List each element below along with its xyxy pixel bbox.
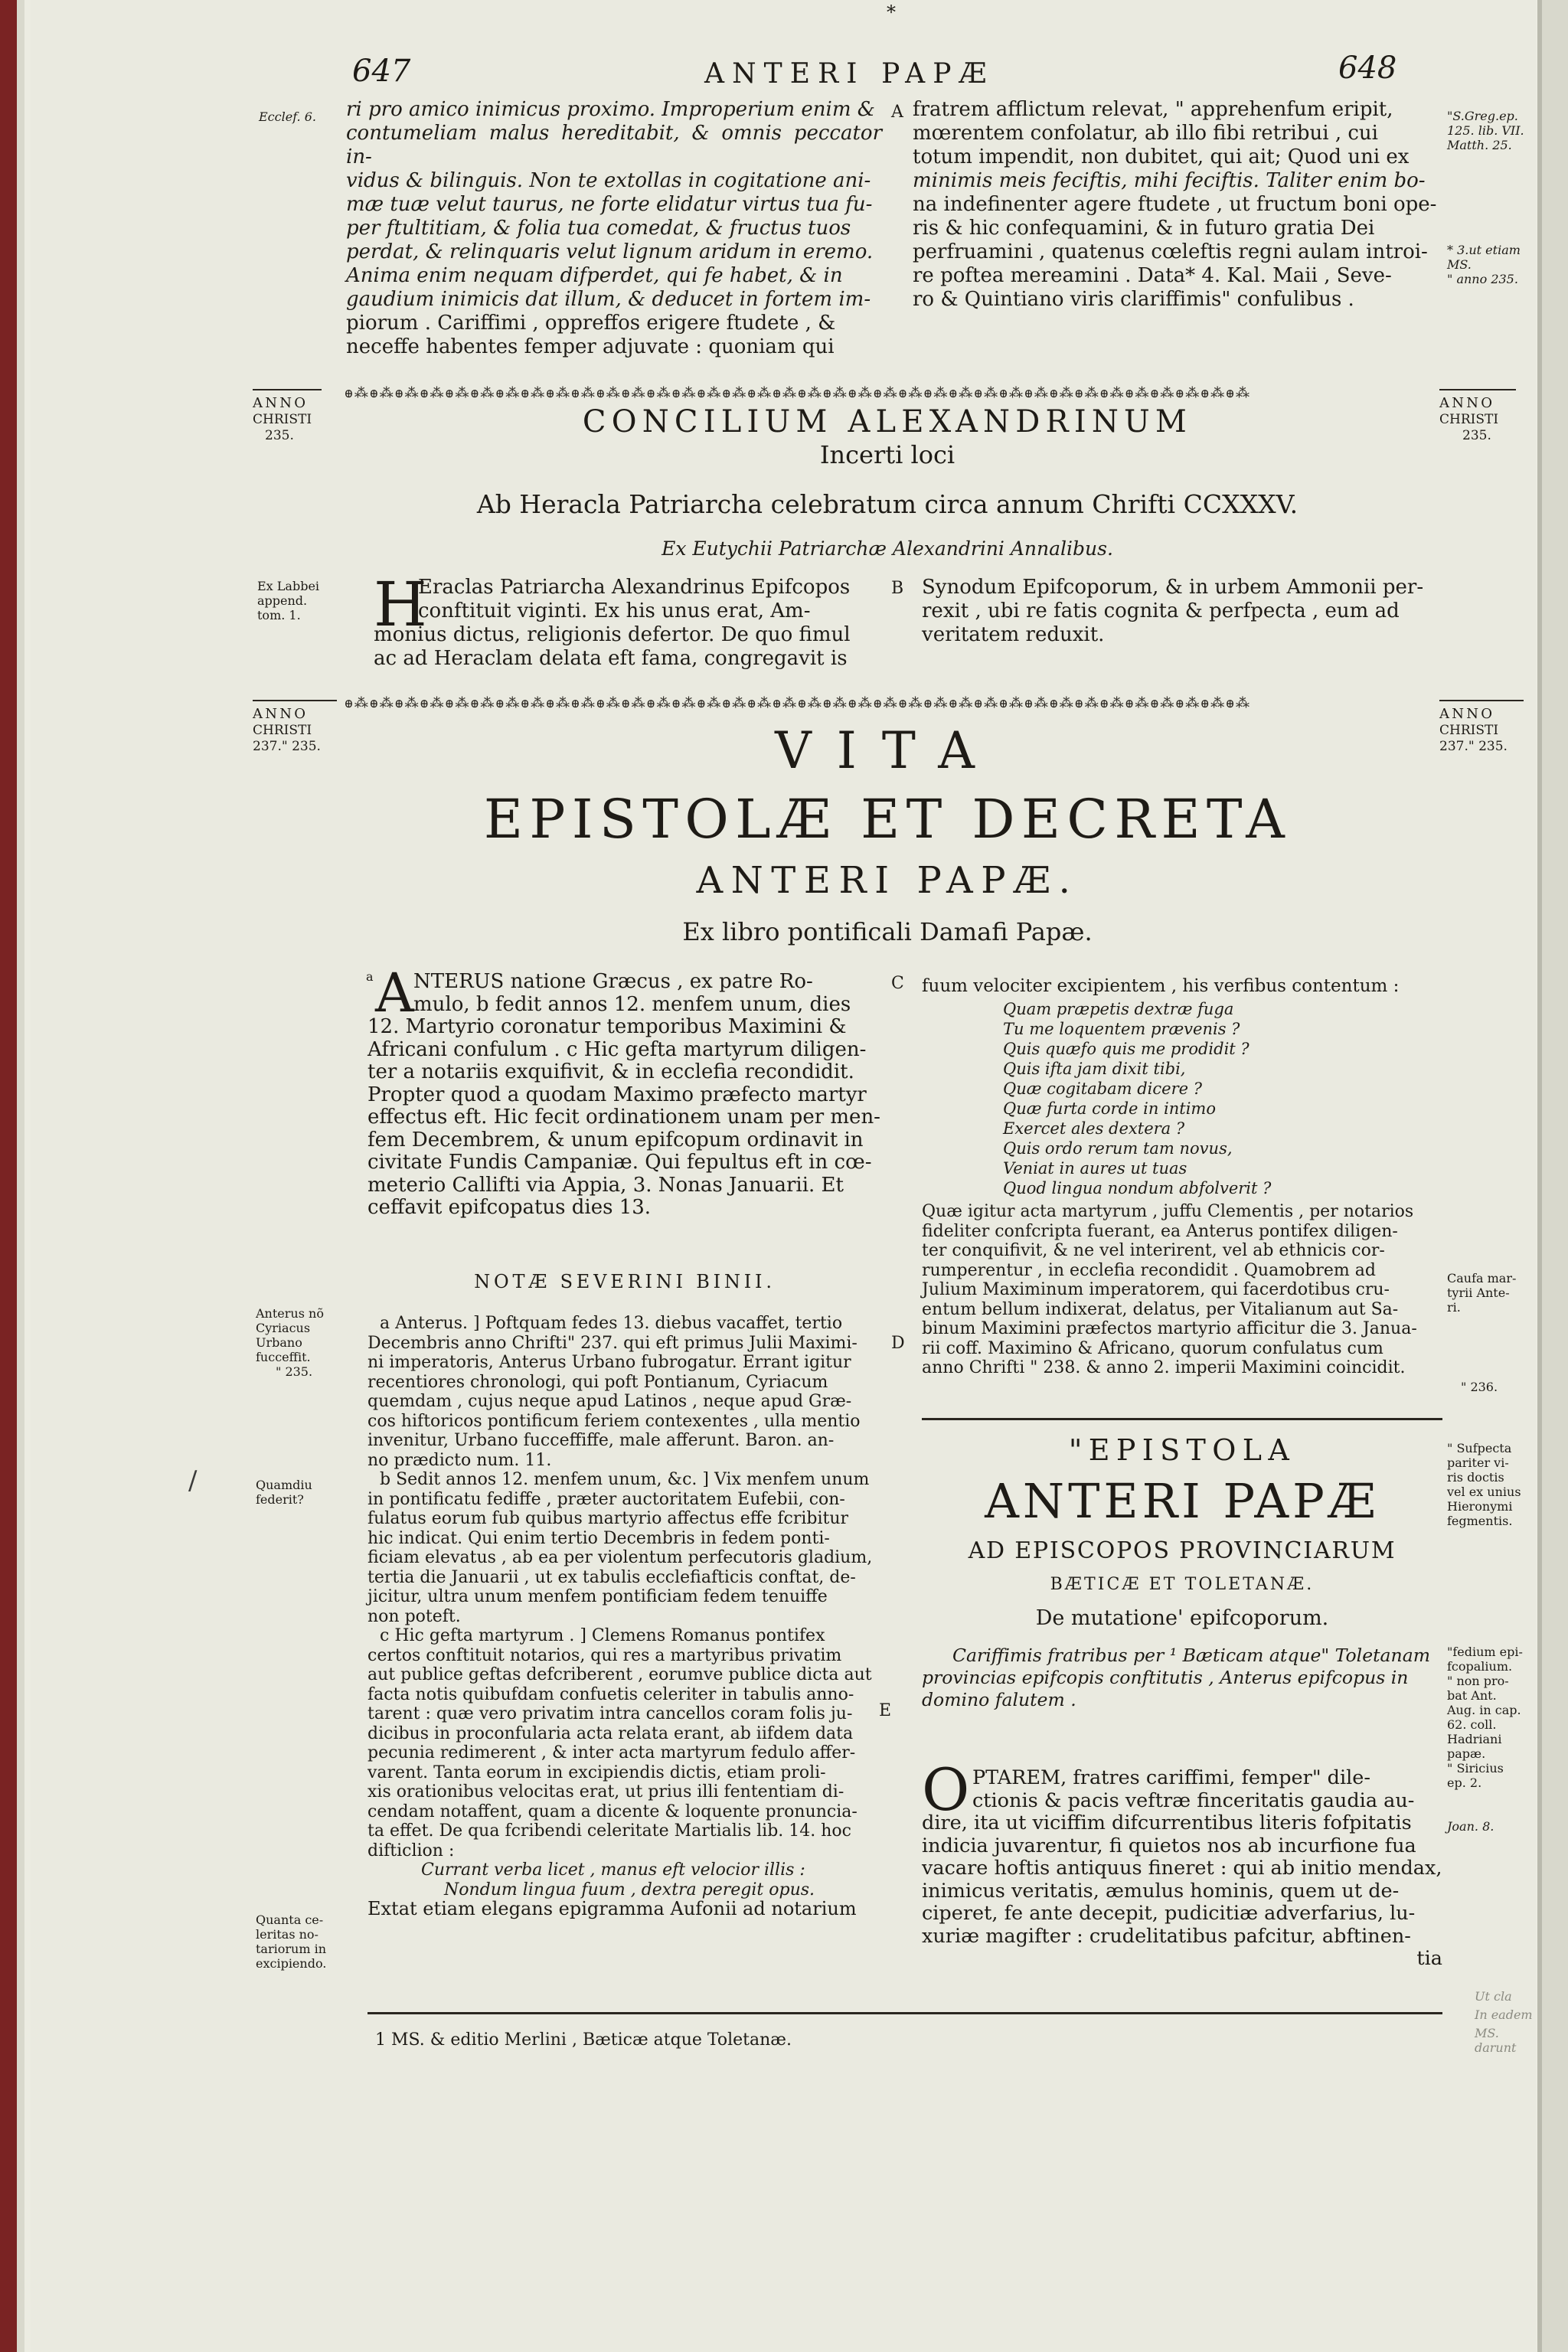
poem-line: Quis ifta jam dixit tibi,: [1003, 1060, 1186, 1078]
text-line: PTAREM, fratres cariffimi, femper" dile-: [972, 1766, 1371, 1789]
text-line: mœrentem confolatur, ab illo fibi retribui , cui: [913, 122, 1378, 145]
note-line: fulatus eorum fub quibus martyrio affectus effe fcribitur: [368, 1509, 849, 1528]
concilium-celebration-line: Ab Heracla Patriarcha celebratum circa annum Chrifti CCXXXV.: [476, 489, 1298, 519]
note-line: difticlion :: [368, 1841, 455, 1860]
margin-note: Aug. in cap.: [1447, 1703, 1521, 1717]
margin-note-celeritas: [256, 1913, 355, 1971]
note-line: quemdam , cujus neque apud Latinos , neque apud Græ-: [368, 1392, 852, 1411]
anno-label: ANNO: [1439, 706, 1495, 722]
vita-source-line: Ex libro pontificali Damafi Papæ.: [682, 917, 1093, 946]
margin-note: tyrii Ante-: [1447, 1285, 1510, 1300]
margin-note: 125. lib. VII.: [1447, 123, 1524, 138]
right-column-commentary: [922, 1202, 1442, 1378]
poem-line: Exercet ales dextera ?: [1003, 1119, 1185, 1138]
text-line: vacare hoftis antiquus fineret : qui ab initio mendax,: [922, 1857, 1442, 1880]
top-right-column: [913, 98, 1441, 312]
margin-note: Cyriacus: [256, 1321, 311, 1335]
margin-note: tom. 1.: [257, 608, 301, 622]
salutation-line: provincias epifcopis conftitutis , Anterus epifcopus in: [922, 1667, 1409, 1688]
margin-note: "S.Greg.ep.: [1447, 109, 1518, 123]
anno-year: 235.: [265, 428, 294, 443]
margin-note: Hadriani: [1447, 1732, 1502, 1746]
margin-note: " 235.: [276, 1364, 313, 1379]
note-line: certos conftituit notarios, qui res a martyribus privatim: [368, 1645, 842, 1665]
note-line: cos hiftoricos pontificum feriem contexentes , ulla mentio: [368, 1411, 861, 1431]
salutation-line: Cariffimis fratribus per ¹ Bæticam atque" Toletanam: [952, 1645, 1430, 1666]
anno-label: ANNO: [1439, 395, 1495, 411]
note-line: ta effet. De qua fcribendi celeritate Martialis lib. 14. hoc: [368, 1821, 851, 1841]
text-line: Synodum Epifcoporum, & in urbem Ammonii per-: [922, 576, 1424, 599]
text-line: neceffe habentes femper adjuvate : quoniam qui: [346, 335, 835, 358]
note-line: Extat etiam elegans epigramma Aufonii ad notarium: [368, 1898, 857, 1919]
margin-note: Urbano: [256, 1335, 302, 1350]
section-rule: [922, 1418, 1442, 1420]
epistolae-decreta-title: EPISTOLÆ ET DECRETA: [483, 788, 1292, 851]
note-line: cendam notaffent, quam a dicente & loquente pronuncia-: [368, 1802, 858, 1821]
note-line: jicitur, ultra unum menfem pontificiam fedem tenuiffe: [368, 1587, 828, 1606]
margin-note: fcopalium.: [1447, 1659, 1513, 1674]
text-line: re poftea mereamini . Data* 4. Kal. Maii , Seve-: [913, 264, 1392, 287]
text-line: Propter quod a quodam Maximo præfecto martyr: [368, 1083, 867, 1106]
page-gutter: [17, 0, 24, 2352]
note-line: xis orationibus velocitas erat, ut prius illi fententiam di-: [368, 1782, 844, 1802]
concilium-title: CONCILIUM ALEXANDRINUM: [582, 404, 1193, 439]
epistola-anteri-papae: ANTERI PAPÆ: [985, 1473, 1380, 1529]
margin-note: Joan. 8.: [1447, 1819, 1494, 1834]
note-line: varent. Tanta eorum in excipiendis dictis, etiam proli-: [368, 1762, 826, 1782]
text-line: inimicus veritatis, æmulus hominis, quem ut de-: [922, 1879, 1400, 1903]
text-line: civitate Fundis Campaniæ. Qui fepultus eft in cœ-: [368, 1151, 872, 1174]
anno-christi-right-1: [1439, 389, 1516, 444]
text-line: fem Decembrem, & unum epifcopum ordinavit in: [368, 1128, 864, 1152]
text-line: ceffavit epifcopatus dies 13.: [368, 1196, 652, 1219]
running-title: ANTERI PAPÆ: [704, 58, 995, 90]
anno-label: ANNO: [253, 395, 309, 411]
text-line: gaudium inimicis dat illum, & deducet in fortem im-: [346, 288, 871, 311]
drop-cap-o: O: [922, 1756, 970, 1824]
vita-text-column: [368, 971, 882, 1220]
text-line: ri pro amico inimicus proximo. Improperium enim &: [346, 98, 875, 121]
note-line: entum bellum indixerat, delatus, per Vitalianum aut Sa-: [922, 1299, 1399, 1319]
margin-note-causa-martyrii: [1447, 1271, 1531, 1315]
poem-line: Quis quæfo quis me prodidit ?: [1003, 1040, 1250, 1058]
margin-note: Hieronymi: [1447, 1499, 1513, 1514]
note-line: facta notis quibufdam confuetis celeriter in tabulis anno-: [368, 1684, 854, 1704]
note-line: invenitur, Urbano fucceffiffe, male afferunt. Baron. an-: [368, 1431, 835, 1450]
ausonius-poem: [1003, 1000, 1271, 1199]
book-page: [31, 0, 1536, 2352]
text-line: perfruamini , quatenus cœleftis regni aulam introi-: [913, 240, 1428, 263]
rule: [1439, 389, 1516, 390]
note-line: a Anterus. ] Poftquam fedes 13. diebus vacaffet, tertio: [380, 1314, 843, 1333]
text-line: ciperet, fe ante decepit, pudicitiæ adverfarius, lu-: [922, 1902, 1416, 1925]
margin-note: append.: [257, 593, 308, 608]
bleed-through-text: In eadem: [1475, 2007, 1533, 2022]
text-line: ctionis & pacis veftræ finceritatis gaudia au-: [972, 1788, 1415, 1812]
decorative-ornament-band: ꚛ⁂ꚛ⁂ꚛ⁂ꚛ⁂ꚛ⁂ꚛ⁂ꚛ⁂ꚛ⁂ꚛ⁂ꚛ⁂ꚛ⁂ꚛ⁂ꚛ⁂ꚛ⁂ꚛ⁂ꚛ⁂ꚛ⁂ꚛ⁂ꚛ⁂ꚛ⁂ꚛ⁂ꚛ⁂ꚛ⁂ꚛ⁂ꚛ⁂ꚛ⁂ꚛ⁂ꚛ⁂ꚛ⁂ꚛ⁂ꚛ⁂ꚛ⁂ꚛ⁂ꚛ⁂ꚛ⁂ꚛ⁂: [345, 695, 1252, 711]
poem-line: Quod lingua nondum abfolverit ?: [1003, 1179, 1272, 1197]
margin-note: tariorum in: [256, 1942, 326, 1956]
poem-line: Quis ordo rerum tam novus,: [1003, 1139, 1233, 1158]
epistola-body: [922, 1767, 1442, 1971]
christi-label: CHRISTI: [253, 412, 312, 427]
note-line: ni imperatoris, Anterus Urbano fubrogatur. Errant igitur: [368, 1353, 851, 1372]
concilium-source: Ex Eutychii Patriarchæ Alexandrini Annalibus.: [662, 537, 1113, 560]
margin-note-labbei: [257, 579, 319, 622]
text-line: ro & Quintiano viris clariffimis" confulibus .: [913, 288, 1354, 311]
note-line: b Sedit annos 12. menfem unum, &c. ] Vix menfem unum: [380, 1470, 870, 1489]
margin-note: " anno 235.: [1447, 272, 1518, 286]
top-left-column: [346, 98, 882, 359]
epistola-provinces: BÆTICÆ ET TOLETANÆ.: [1050, 1575, 1315, 1594]
margin-note: leritas no-: [256, 1927, 318, 1942]
note-line: rumperentur , in ecclefia recondidit . Quamobrem ad: [922, 1260, 1376, 1280]
anno-label: ANNO: [253, 706, 309, 722]
poem-line: Quæ cogitabam dicere ?: [1003, 1080, 1202, 1098]
margin-note: Ex Labbei: [257, 579, 320, 593]
text-line: totum impendit, non dubitet, qui ait; Quod uni ex: [913, 145, 1410, 168]
anno-year: 237." 235.: [253, 739, 321, 754]
notae-column: [368, 1314, 882, 1919]
epistola-subject: De mutatione' epifcoporum.: [1035, 1606, 1329, 1630]
epistola-recipients: AD EPISCOPOS PROVINCIARUM: [968, 1537, 1396, 1564]
margin-note: ri.: [1447, 1300, 1461, 1315]
text-line: per ftultitiam, & folia tua comedat, & fructus tuos: [346, 217, 851, 240]
note-line: pecunia redimerent , & inter acta martyrum fedulo affer-: [368, 1743, 856, 1762]
margin-note: vel ex unius: [1447, 1485, 1521, 1499]
text-line: vidus & bilinguis. Non te extollas in cogitatione ani-: [346, 169, 871, 192]
text-line: indicia juvarentur, fi quietos nos ab incurfione fua: [922, 1834, 1416, 1857]
text-line: Eraclas Patriarcha Alexandrinus Epifcopos: [418, 576, 851, 599]
margin-note: ris doctis: [1447, 1470, 1504, 1485]
margin-note: " non pro-: [1447, 1674, 1509, 1688]
note-line: tertia die Januarii , ut ex tabulis ecclefiafticis conftat, de-: [368, 1567, 856, 1587]
margin-note: * 3.ut etiam: [1447, 243, 1521, 257]
pencil-mark: /: [188, 1465, 198, 1496]
text-line: ter a notariis exquifivit, & in ecclefia recondidit.: [368, 1060, 854, 1083]
section-letter-e: E: [879, 1701, 892, 1720]
margin-note: Caufa mar-: [1447, 1271, 1517, 1285]
text-line: piorum . Cariffimi , oppreffos erigere ftudete , &: [346, 312, 836, 335]
text-line: perdat, & relinquaris velut lignum aridum in eremo.: [346, 240, 874, 263]
rule: [253, 389, 322, 390]
christi-label: CHRISTI: [1439, 412, 1499, 427]
note-line: ter conquifivit, & ne vel interirent, vel ab ethnicis cor-: [922, 1241, 1385, 1260]
text-line: effectus eft. Hic fecit ordinationem unam per men-: [368, 1106, 880, 1129]
text-line: veritatem reduxit.: [922, 623, 1105, 646]
margin-note: pariter vi-: [1447, 1455, 1509, 1470]
margin-note: papæ.: [1447, 1746, 1486, 1761]
margin-note: "fedium epi-: [1447, 1645, 1523, 1659]
note-line: hic indicat. Qui enim tertio Decembris in fedem ponti-: [368, 1528, 830, 1548]
margin-notes-epistola: [1447, 1645, 1539, 1834]
note-line: tarent : quæ vero privatim intra cancellos coram folis ju-: [368, 1704, 853, 1723]
margin-notes-top-right: [1447, 109, 1533, 286]
salutation-line: domino falutem .: [922, 1689, 1076, 1710]
note-line: aut publice geftas defcriberent , eorumve publice dicta aut: [368, 1665, 872, 1684]
text-line: fratrem afflictum relevat, " apprehenfum eripit,: [913, 98, 1393, 121]
margin-note: excipiendo.: [256, 1956, 327, 1971]
text-line: ris & hic confequamini, & in futuro gratia Dei: [913, 217, 1375, 240]
note-line: binum Maximini præfectos martyrio afficitur die 3. Janua-: [922, 1319, 1417, 1338]
margin-note: fegmentis.: [1447, 1514, 1513, 1528]
text-line: mæ tuæ velut taurus, ne forte elidatur virtus tua fu-: [346, 193, 873, 216]
decorative-ornament-band: ꚛ⁂ꚛ⁂ꚛ⁂ꚛ⁂ꚛ⁂ꚛ⁂ꚛ⁂ꚛ⁂ꚛ⁂ꚛ⁂ꚛ⁂ꚛ⁂ꚛ⁂ꚛ⁂ꚛ⁂ꚛ⁂ꚛ⁂ꚛ⁂ꚛ⁂ꚛ⁂ꚛ⁂ꚛ⁂ꚛ⁂ꚛ⁂ꚛ⁂ꚛ⁂ꚛ⁂ꚛ⁂ꚛ⁂ꚛ⁂ꚛ⁂ꚛ⁂ꚛ⁂ꚛ⁂ꚛ⁂ꚛ⁂: [345, 385, 1252, 401]
note-line: ficiam elevatus , ab ea per violentum perfecutoris gladium,: [368, 1548, 873, 1567]
header-star: *: [887, 2, 896, 23]
note-line: rii coff. Maximino & Africano, quorum confulatus cum: [922, 1338, 1383, 1358]
section-letter-d: D: [891, 1334, 905, 1353]
text-line: monius dictus, religionis defertor. De quo fimul: [374, 623, 851, 646]
bleed-through-text: Ut cla: [1475, 1989, 1512, 2004]
margin-note: " Sufpecta: [1447, 1441, 1512, 1455]
margin-note-suspecta: [1447, 1441, 1539, 1528]
drop-cap-h: H: [374, 569, 427, 640]
anno-christi-left-1: [253, 389, 322, 444]
anno-christi-right-2: [1439, 700, 1524, 755]
text-line: NTERUS natione Græcus , ex patre Ro-: [413, 970, 813, 993]
text-line: contumeliam malus hereditabit, & omnis peccator in-: [346, 122, 882, 168]
note-line: dicibus in proconfularia acta relata erant, ab iifdem data: [368, 1723, 854, 1743]
epistola-salutation: [922, 1645, 1442, 1711]
text-line: Africani confulum . c Hic gefta martyrum diligen-: [368, 1037, 867, 1061]
footnote: 1 MS. & editio Merlini , Bæticæ atque Toletanæ.: [375, 2030, 792, 2050]
text-line: na indefinenter agere ftudete , ut fructum boni ope-: [913, 193, 1437, 216]
anno-year: 235.: [1462, 428, 1491, 443]
text-line: conftituit viginti. Ex his unus erat, Am-: [418, 599, 811, 622]
note-line: Decembris anno Chrifti" 237. qui eft primus Julii Maximi-: [368, 1333, 858, 1353]
anno-christi-left-2: [253, 700, 337, 755]
anteri-papae-title: ANTERI PAPÆ.: [696, 859, 1079, 902]
note-line: non poteft.: [368, 1606, 461, 1626]
note-line: no prædicto num. 11.: [368, 1450, 552, 1470]
christi-label: CHRISTI: [253, 723, 312, 738]
note-line: Quæ igitur acta martyrum , juffu Clementis , per notarios: [922, 1202, 1414, 1221]
concilium-right-column: [922, 576, 1436, 647]
note-line: fideliter confcripta fuerant, ea Anterus pontifex diligen-: [922, 1221, 1398, 1241]
text-line: rexit , ubi re fatis cognita & perfpecta , eum ad: [922, 599, 1400, 622]
epistola-heading: "EPISTOLA: [1068, 1433, 1296, 1467]
right-column-intro: fuum velociter excipientem , his verfibus contentum :: [922, 976, 1400, 996]
verse-line: Currant verba licet , manus eft velocior illis :: [421, 1860, 805, 1880]
poem-line: Veniat in aures ut tuas: [1003, 1159, 1187, 1178]
rule: [253, 700, 337, 701]
verse-line: Nondum lingua fuum , dextra peregit opus.: [444, 1880, 815, 1900]
poem-line: Quam præpetis dextræ fuga: [1003, 1000, 1234, 1018]
notae-heading: NOTÆ SEVERINI BINII.: [474, 1271, 776, 1292]
text-line: minimis meis feciftis, mihi feciftis. Taliter enim bo-: [913, 169, 1426, 192]
footnote-rule: [368, 2012, 1442, 2014]
text-line: xuriæ magifter : crudelitatibus pafcitur, abftinen-: [922, 1924, 1411, 1948]
poem-line: Tu me loquentem prævenis ?: [1003, 1020, 1240, 1038]
note-line: Julium Maximinum imperatorem, qui facerdotibus cru-: [922, 1280, 1390, 1299]
note-line: recentiores chronologi, qui poft Pontianum, Cyriacum: [368, 1372, 828, 1392]
rule: [1439, 700, 1524, 701]
concilium-subtitle: Incerti loci: [819, 440, 956, 469]
margin-note-anterus-cyriacus: [256, 1306, 340, 1379]
text-line: dire, ita ut viciffim difcurrentibus literis fofpitatis: [922, 1811, 1412, 1834]
christi-label: CHRISTI: [1439, 723, 1499, 738]
poem-line: Quæ furta corde in intimo: [1003, 1099, 1216, 1118]
margin-note: bat Ant.: [1447, 1688, 1497, 1703]
margin-note: Matth. 25.: [1447, 138, 1512, 152]
left-page-number: 647: [352, 54, 411, 89]
margin-note: federit?: [256, 1492, 304, 1507]
section-letter-a: A: [891, 103, 903, 122]
next-page-edge: [1542, 0, 1568, 2352]
text-line: 12. Martyrio coronatur temporibus Maximini &: [368, 1015, 847, 1038]
text-line: ac ad Heraclam delata eft fama, congregavit is: [374, 647, 848, 670]
drop-cap-a: A: [375, 962, 414, 1024]
text-line: meterio Callifti via Appia, 3. Nonas Januarii. Et: [368, 1173, 844, 1197]
right-page-number: 648: [1338, 51, 1397, 86]
text-line: mulo, b fedit annos 12. menfem unum, dies: [413, 992, 851, 1016]
margin-note: Anterus nõ: [256, 1306, 324, 1321]
section-letter-c: C: [891, 974, 904, 993]
margin-note-ecclesiasticus: Ecclef. 6.: [259, 109, 316, 124]
margin-note-quamdiu: [256, 1478, 340, 1507]
margin-note: Quanta ce-: [256, 1913, 324, 1927]
note-line: anno Chrifti " 238. & anno 2. imperii Maximini coincidit.: [922, 1358, 1406, 1377]
concilium-left-column: [374, 569, 880, 671]
margin-note: fucceffit.: [256, 1350, 311, 1364]
section-letter-b: B: [891, 579, 904, 598]
margin-note: " Siricius: [1447, 1761, 1504, 1775]
book-spine-edge: [0, 0, 17, 2352]
vita-title: VITA: [775, 721, 1000, 780]
anno-year: 237." 235.: [1439, 739, 1508, 754]
margin-note-236: " 236.: [1461, 1380, 1498, 1394]
catchword: tia: [1416, 1947, 1442, 1970]
bleed-through-text: MS. darunt: [1475, 2026, 1517, 2055]
note-marker-a: a: [366, 969, 374, 984]
note-line: in pontificatu fediffe , præter auctoritatem Eufebii, con-: [368, 1489, 845, 1509]
note-line: c Hic gefta martyrum . ] Clemens Romanus pontifex: [380, 1626, 825, 1645]
margin-note: 62. coll.: [1447, 1717, 1497, 1732]
margin-note: ep. 2.: [1447, 1775, 1482, 1790]
margin-note: Quamdiu: [256, 1478, 312, 1492]
margin-note: MS.: [1447, 257, 1472, 272]
text-line: Anima enim nequam difperdet, qui fe habet, & in: [346, 264, 843, 287]
